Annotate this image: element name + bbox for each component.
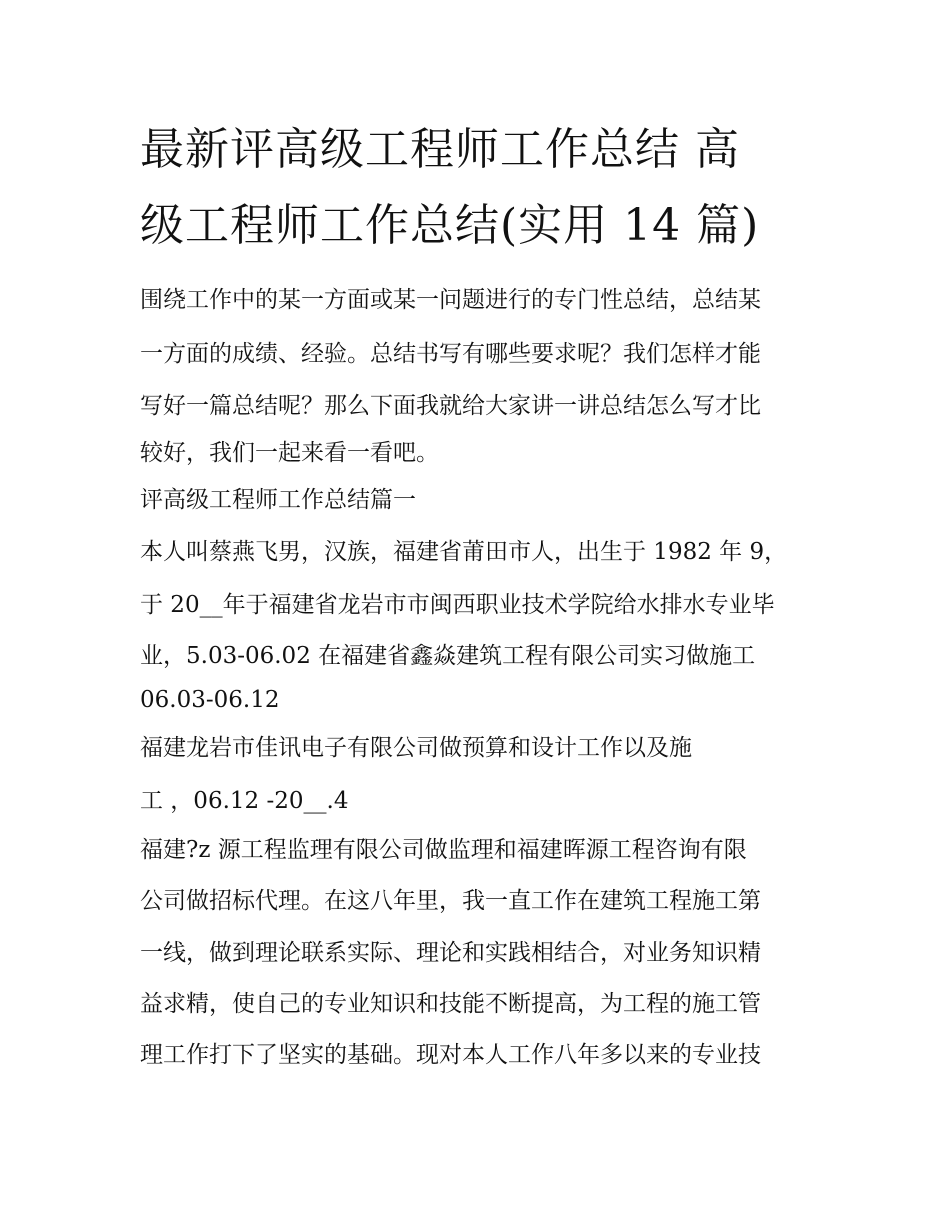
body-line: 公司做招标代理。在这八年里，我一直工作在建筑工程施工第 <box>140 888 761 914</box>
body-line: 一线，做到理论联系实际、理论和实践相结合，对业务知识精 <box>140 940 761 966</box>
title-line-2: 级工程师工作总结(实用 14 篇) <box>140 200 760 251</box>
body-line: 围绕工作中的某一方面或某一问题进行的专门性总结，总结某 <box>140 287 761 313</box>
body-line: 本人叫蔡燕飞男，汉族，福建省莆田市人，出生于 1982 年 9， <box>140 539 788 565</box>
body-line: 业，5.03-06.02 在福建省鑫焱建筑工程有限公司实习做施工 <box>140 643 756 669</box>
body-line: 福建龙岩市佳讯电子有限公司做预算和设计工作以及施 <box>140 735 692 761</box>
body-line: 较好，我们一起来看一看吧。 <box>140 440 439 466</box>
body-line: 于 20__年于福建省龙岩市市闽西职业技术学院给水排水专业毕 <box>140 592 775 618</box>
body-line: 理工作打下了坚实的基础。现对本人工作八年多以来的专业技 <box>140 1042 761 1068</box>
body-line: 工 ，06.12 -20__.4 <box>140 788 349 814</box>
document-title <box>140 112 830 264</box>
section-heading: 评高级工程师工作总结篇一 <box>140 487 416 513</box>
body-line: 一方面的成绩、经验。总结书写有哪些要求呢？我们怎样才能 <box>140 341 761 367</box>
title-line-1: 最新评高级工程师工作总结 高 <box>140 124 740 175</box>
body-line: 06.03-06.12 <box>140 687 280 713</box>
body-line: 写好一篇总结呢？那么下面我就给大家讲一讲总结怎么写才比 <box>140 393 761 419</box>
body-line: 福建?z 源工程监理有限公司做监理和福建晖源工程咨询有限 <box>140 837 747 863</box>
body-line: 益求精，使自己的专业知识和技能不断提高，为工程的施工管 <box>140 991 761 1017</box>
